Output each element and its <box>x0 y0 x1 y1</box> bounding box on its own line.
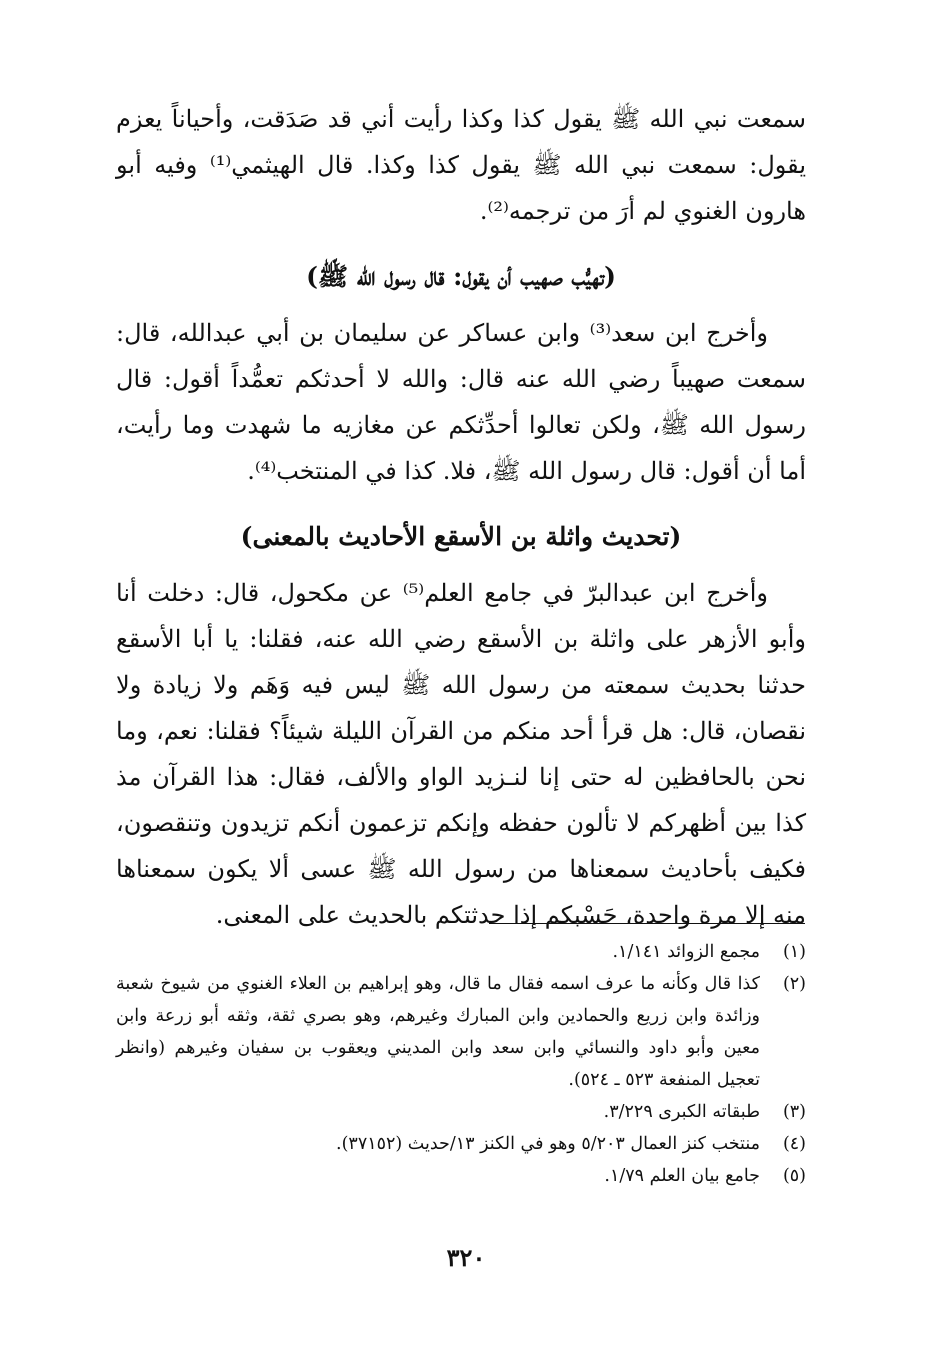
footnote-number: (٣) <box>782 1102 806 1122</box>
footnote-item <box>116 1128 806 1160</box>
paragraph-2: وأخرج ابن سعد⁽³⁾ وابن عساكر عن سليمان بن أبي عبدالله، قال: سمعت صهيباً رضي الله عنه قال: والله لا أحدثكم تعمُّداً أقول: قال رسول الله ﷺ، ولكن تعالوا أحدِّثكم عن مغازيه ما شهدت وما رأيت، أما أن أقول: قال رسول الله ﷺ، فلا. كذا في المنتخب⁽⁴⁾. <box>116 319 806 485</box>
section-heading-1: (تهيُّب صهيب أن يقول: قال رسول الله ﷺ) <box>306 262 616 291</box>
footnote-text: مجمع الزوائد ١/١٤١. <box>612 942 760 962</box>
footnote-text: منتخب كنز العمال ٥/٢٠٣ وهو في الكنز ١٣/حديث (٣٧١٥٢). <box>336 1134 760 1154</box>
page-number: ٣٢٠ <box>446 1243 486 1272</box>
main-text <box>116 96 806 938</box>
footnote-text: طبقاته الكبرى ٣/٢٢٩. <box>603 1102 760 1122</box>
footnotes <box>116 936 806 1192</box>
footnote-number: (٥) <box>782 1166 806 1186</box>
section-heading-2: (تحديث واثلة بن الأسقع الأحاديث بالمعنى) <box>240 522 682 551</box>
footnote-item <box>116 968 806 1096</box>
paragraph-3: وأخرج ابن عبدالبرّ في جامع العلم⁽⁵⁾ عن مكحول، قال: دخلت أنا وأبو الأزهر على واثلة بن الأسقع رضي الله عنه، فقلنا: يا أبا الأسقع حدثنا بحديث سمعته من رسول الله ﷺ ليس فيه وَهَم ولا زيادة ولا نقصان، قال: هل قرأ أحد منكم من القرآن الليلة شيئاً؟ فقلنا: نعم، وما نحن بالحافظين له حتى إنا لنـزيد الواو والألف، فقال: هذا القرآن مذ كذا بين أظهركم لا تألون حفظه وإنكم تزعمون أنكم تزيدون وتنقصون، فكيف بأحاديث سمعناها من رسول الله ﷺ عسى ألا يكون سمعناها منه إلا مرة واحدة، حَسْبكم إذا حدثتكم بالحديث على المعنى. <box>116 579 806 929</box>
footnote-text: جامع بيان العلم ١/٧٩. <box>604 1166 760 1186</box>
footnote-divider <box>489 923 805 924</box>
footnote-number: (٤) <box>782 1134 806 1154</box>
footnote-item <box>116 1160 806 1192</box>
footnote-item <box>116 1096 806 1128</box>
paragraph-1: سمعت نبي الله ﷺ يقول كذا وكذا رأيت أني قد صَدَقت، وأحياناً يعزم يقول: سمعت نبي الله ﷺ يقول كذا وكذا. قال الهيثمي⁽¹⁾ وفيه أبو هارون الغنوي لم أرَ من ترجمه⁽²⁾. <box>116 105 806 225</box>
footnote-item <box>116 936 806 968</box>
footnote-number: (٢) <box>782 974 806 994</box>
footnote-number: (١) <box>782 942 806 962</box>
footnote-text: كذا قال وكأنه ما عرف اسمه فقال ما قال، وهو إبراهيم بن العلاء الغنوي من شيوخ شعبة وزائدة وابن زريع والحمادين وابن المبارك وغيرهم، وهو بصري ثقة، وثقه أبو زرعة وابن معين وأبو داود والنسائي وابن سعد وابن المديني ويعقوب بن سفيان وغيرهم (وانظر تعجيل المنفعة ٥٢٣ ـ ٥٢٤). <box>116 974 760 1090</box>
